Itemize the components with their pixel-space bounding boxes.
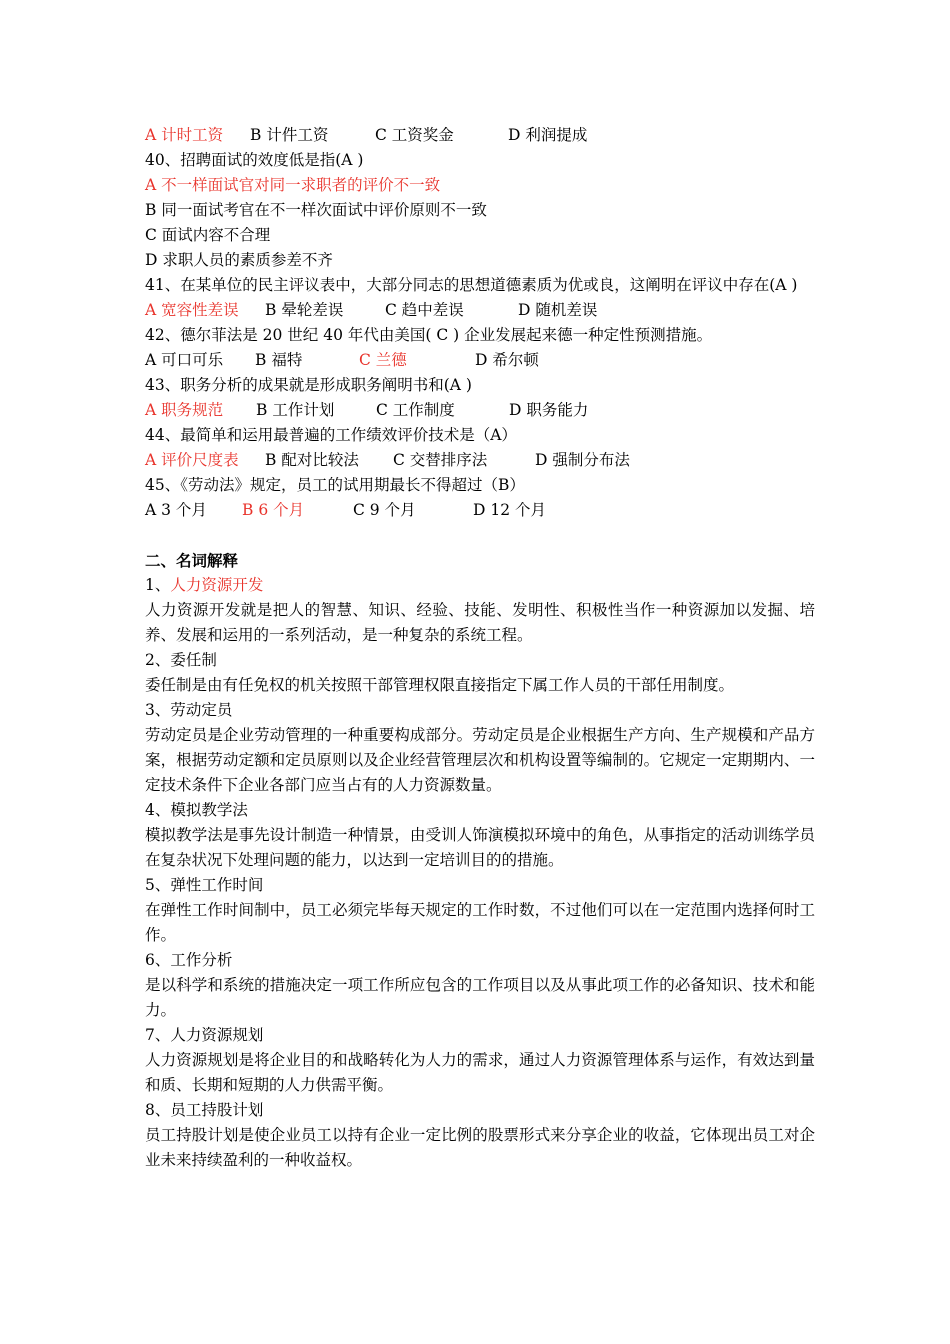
q45-option-c: C 9 个月 — [353, 501, 416, 519]
term-1 — [145, 573, 815, 648]
term-5 — [145, 873, 815, 948]
term-title: 4、模拟教学法 — [145, 801, 248, 819]
q43-options — [145, 398, 815, 423]
q40-option-d: D 求职人员的素质参差不齐 — [145, 251, 333, 269]
term-definition: 委任制是由有任免权的机关按照干部管理权限直接指定下属工作人员的干部任用制度。 — [145, 676, 735, 694]
q40-stem: 40、招聘面试的效度低是指(A ) — [145, 151, 364, 169]
term-title: 2、委任制 — [145, 651, 217, 669]
term-title: 5、弹性工作时间 — [145, 876, 264, 894]
q44-option-b: B 配对比较法 — [265, 451, 359, 469]
term-4 — [145, 798, 815, 873]
term-8 — [145, 1098, 815, 1173]
q45-option-a: A 3 个月 — [145, 501, 207, 519]
q43-option-b: B 工作计划 — [256, 401, 335, 419]
term-definition: 在弹性工作时间制中，员工必须完毕每天规定的工作时数，不过他们可以在一定范围内选择何时工作。 — [145, 901, 815, 944]
q41-option-b: B 晕轮差误 — [265, 301, 344, 319]
term-6 — [145, 948, 815, 1023]
q42-option-b: B 福特 — [255, 351, 303, 369]
term-title: 7、人力资源规划 — [145, 1026, 264, 1044]
term-title: 3、劳动定员 — [145, 701, 233, 719]
section-spacer — [145, 523, 815, 548]
q43-option-d: D 职务能力 — [509, 401, 589, 419]
q44-options — [145, 448, 815, 473]
term-title: 6、工作分析 — [145, 951, 233, 969]
q43-option-a: A 职务规范 — [145, 401, 224, 419]
q41-option-c: C 趋中差误 — [385, 301, 464, 319]
term-title-highlight: 人力资源开发 — [170, 576, 264, 594]
term-3 — [145, 698, 815, 798]
q39-option-c: C 工资奖金 — [375, 126, 454, 144]
term-definition: 人力资源开发就是把人的智慧、知识、经验、技能、发明性、积极性当作一种资源加以发掘、培养、发展和运用的一系列活动，是一种复杂的系统工程。 — [145, 601, 815, 644]
term-number: 1、 — [145, 576, 171, 594]
q40-option-a: A 不一样面试官对同一求职者的评价不一致 — [145, 176, 441, 194]
q40-option-b: B 同一面试考官在不一样次面试中评价原则不一致 — [145, 201, 487, 219]
q41-option-d: D 随机差误 — [518, 301, 598, 319]
term-title — [145, 573, 815, 598]
q45-stem: 45、《劳动法》规定，员工的试用期最长不得超过（B） — [145, 476, 525, 494]
q40-option-c: C 面试内容不合理 — [145, 226, 271, 244]
term-definition: 模拟教学法是事先设计制造一种情景，由受训人饰演模拟环境中的角色，从事指定的活动训练学员在复杂状况下处理问题的能力，以达到一定培训目的的措施。 — [145, 826, 815, 869]
q44-option-d: D 强制分布法 — [535, 451, 630, 469]
q44-option-c: C 交替排序法 — [393, 451, 488, 469]
q45-option-b: B 6 个月 — [242, 501, 305, 519]
q42-option-d: D 希尔顿 — [475, 351, 539, 369]
q42-option-c: C 兰德 — [359, 351, 407, 369]
q39-options — [145, 123, 815, 148]
q44-option-a: A 评价尺度表 — [145, 451, 239, 469]
q41-options — [145, 298, 815, 323]
term-definition: 是以科学和系统的措施决定一项工作所应包含的工作项目以及从事此项工作的必备知识、技术和能力。 — [145, 976, 815, 1019]
q39-option-a: A 计时工资 — [145, 126, 224, 144]
q45-option-d: D 12 个月 — [473, 501, 547, 519]
q39-option-d: D 利润提成 — [508, 126, 588, 144]
q45-options — [145, 498, 815, 523]
q42-stem: 42、德尔菲法是 20 世纪 40 年代由美国( C ) 企业发展起来德一种定性预测措施。 — [145, 326, 713, 344]
term-2 — [145, 648, 815, 698]
term-definition: 人力资源规划是将企业目的和战略转化为人力的需求，通过人力资源管理体系与运作，有效达到量和质、长期和短期的人力供需平衡。 — [145, 1051, 815, 1094]
q41-option-a: A 宽容性差误 — [145, 301, 239, 319]
q43-option-c: C 工作制度 — [376, 401, 455, 419]
term-definition: 员工持股计划是使企业员工以持有企业一定比例的股票形式来分享企业的收益，它体现出员工对企业未来持续盈利的一种收益权。 — [145, 1126, 815, 1169]
q39-option-b: B 计件工资 — [250, 126, 329, 144]
section-heading: 二、名词解释 — [145, 551, 239, 570]
document-page — [145, 123, 815, 1173]
term-title: 8、员工持股计划 — [145, 1101, 264, 1119]
term-definition: 劳动定员是企业劳动管理的一种重要构成部分。劳动定员是企业根据生产方向、生产规模和产品方案，根据劳动定额和定员原则以及企业经营管理层次和机构设置等编制的。它规定一定期期内、一定技术条件下企业各部门应当占有的人力资源数量。 — [145, 726, 815, 794]
q42-option-a: A 可口可乐 — [145, 351, 224, 369]
term-7 — [145, 1023, 815, 1098]
q43-stem: 43、职务分析的成果就是形成职务阐明书和(A ) — [145, 376, 472, 394]
q41-stem: 41、在某单位的民主评议表中，大部分同志的思想道德素质为优或良，这阐明在评议中存在(A ) — [145, 276, 798, 294]
q42-options — [145, 348, 815, 373]
q44-stem: 44、最简单和运用最普遍的工作绩效评价技术是（A） — [145, 426, 517, 444]
